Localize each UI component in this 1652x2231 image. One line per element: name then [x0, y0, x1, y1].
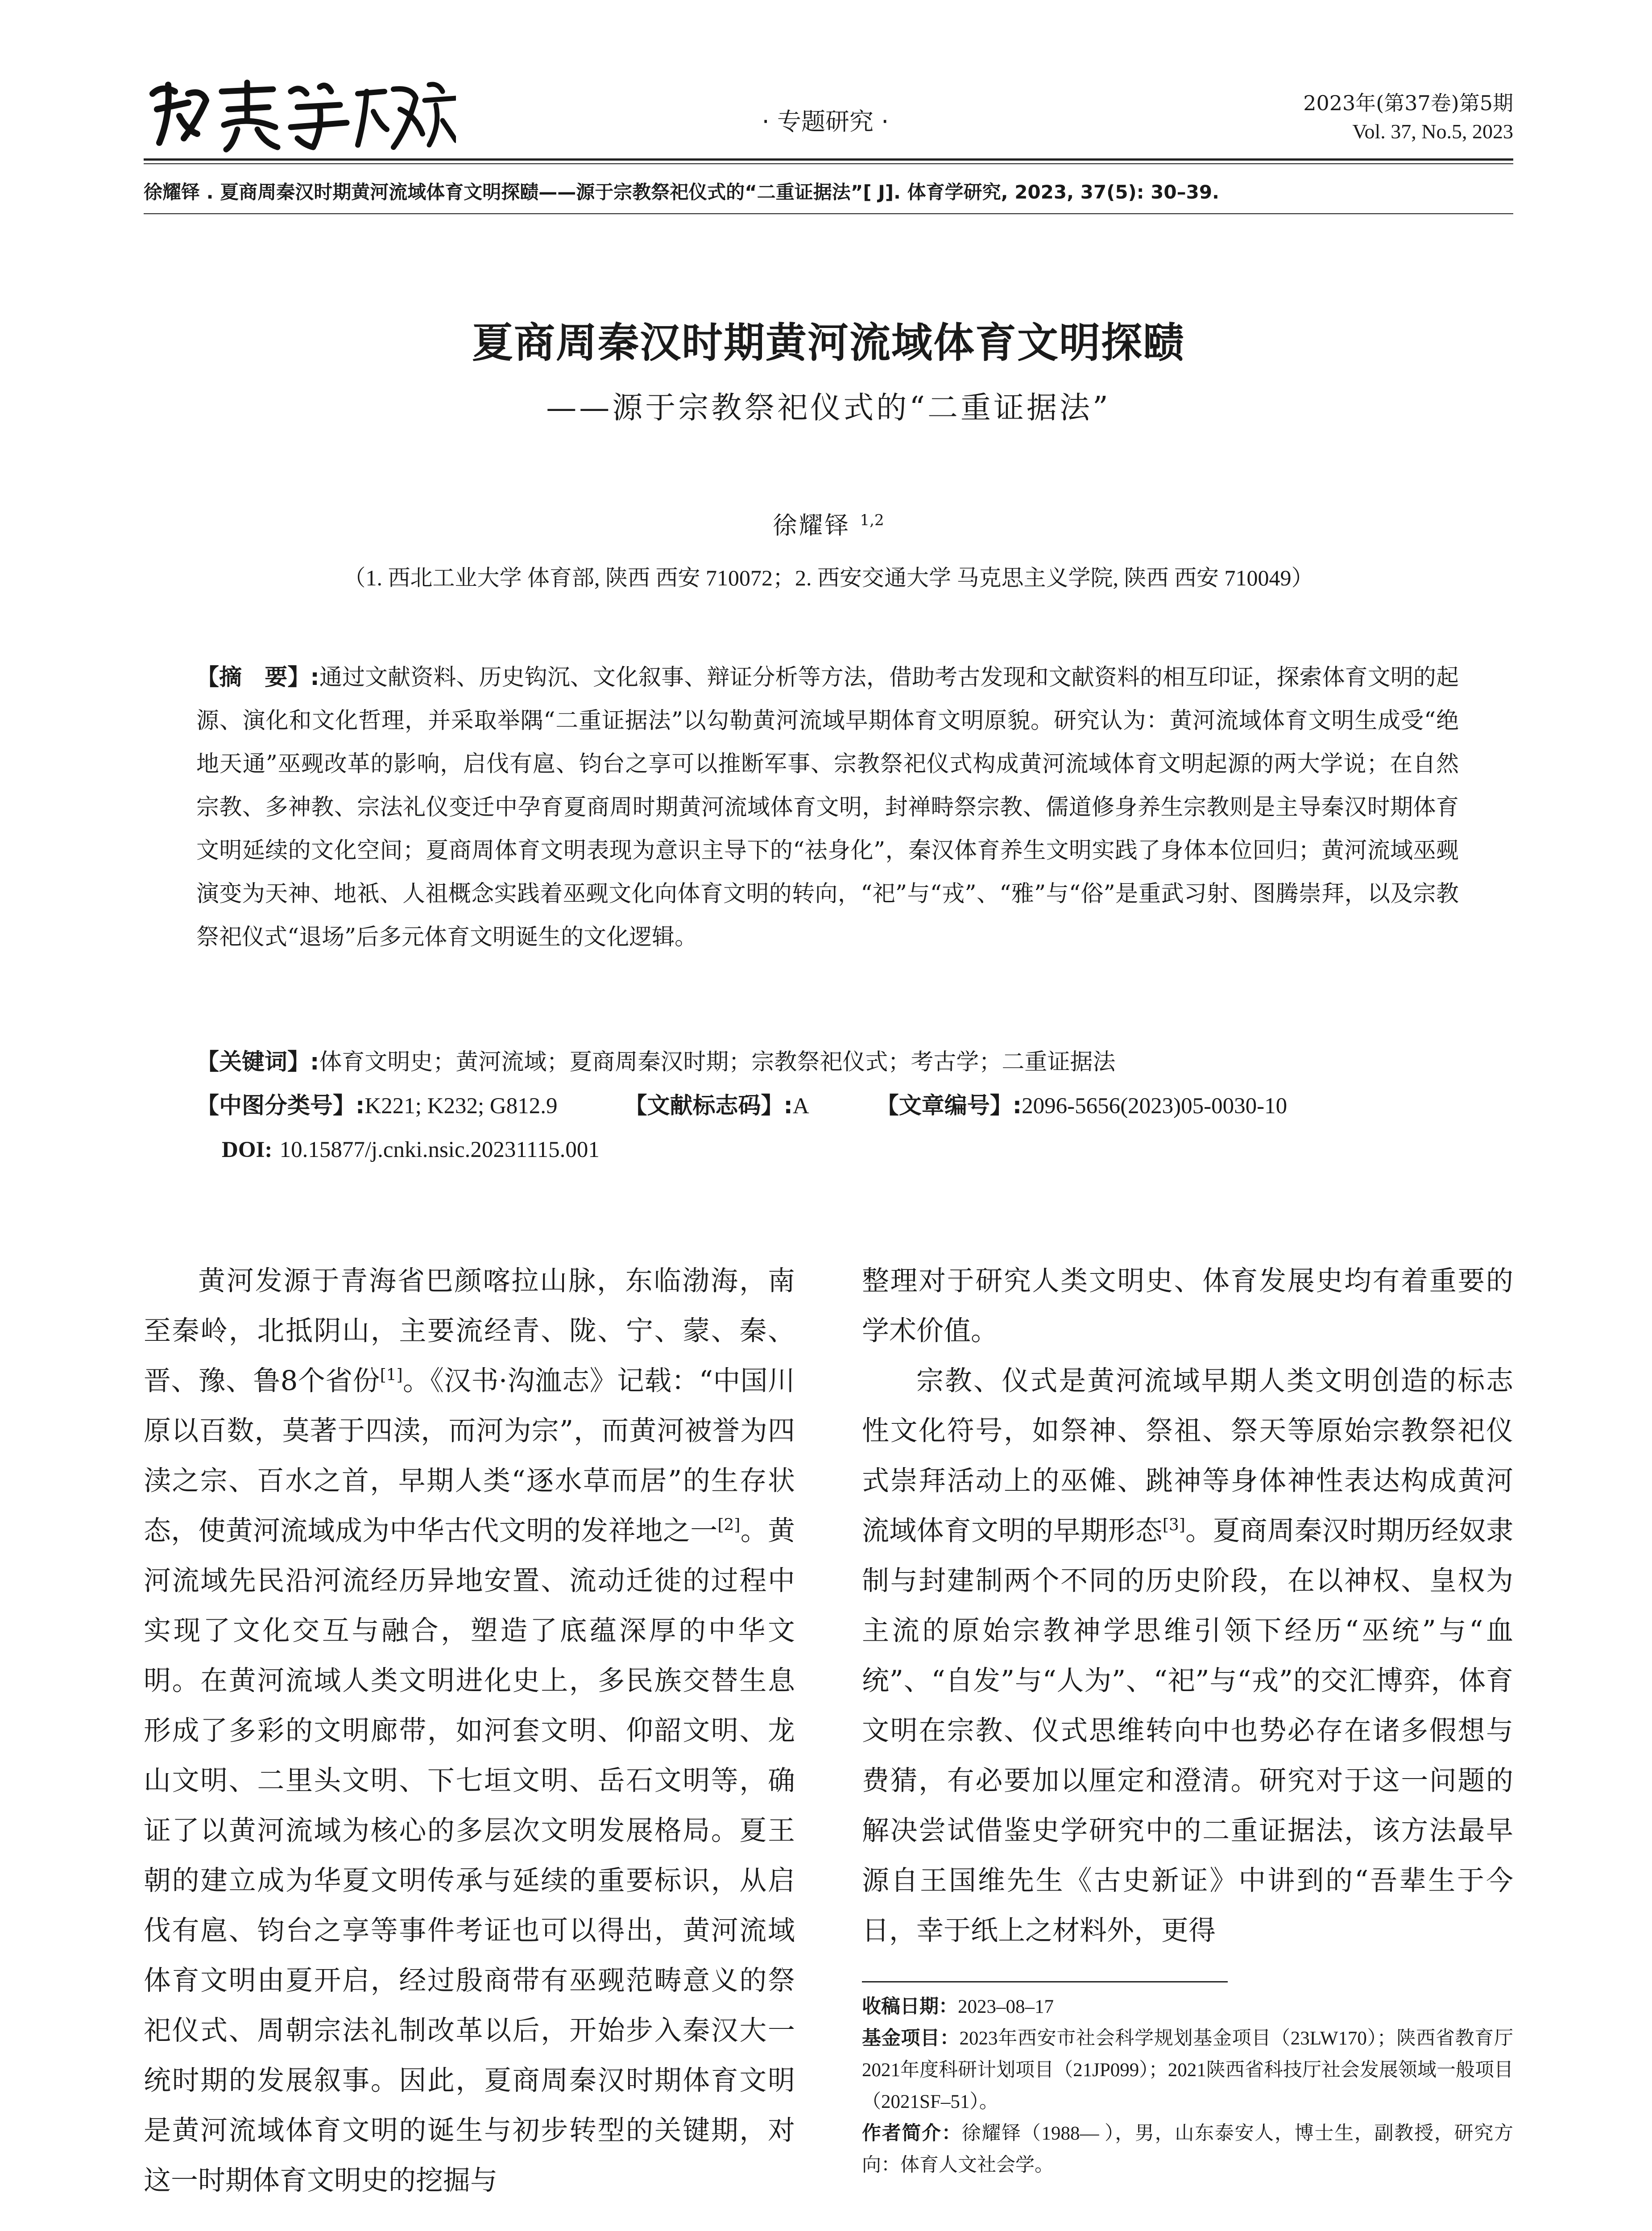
clc-value: K221; K232; G812.9	[364, 1094, 558, 1119]
body-column-left	[144, 1256, 795, 2206]
affiliation: （1. 西北工业大学 体育部, 陕西 西安 710072；2. 西安交通大学 马克思主义学院, 陕西 西安 710049）	[343, 565, 1314, 590]
header-rule-thick	[144, 158, 1513, 161]
header-rule-thin	[144, 163, 1513, 164]
citation-rule	[144, 213, 1513, 214]
body-text: 黄河发源于青海省巴颜喀拉山脉，东临渤海，南至秦岭，北抵阴山，主要流经青、陇、宁、蒙、秦、晋、豫、鲁8个省份	[144, 1265, 795, 1397]
keywords-label: 【关键词】:	[196, 1049, 319, 1075]
citation-line: 徐耀铎 . 夏商周秦汉时期黄河流域体育文明探赜——源于宗教祭祀仪式的“二重证据法”[ J]. 体育学研究, 2023, 37(5): 30–39.	[144, 181, 1220, 203]
issue-info-cn: 2023年(第37卷)第5期	[1303, 91, 1513, 115]
received-label: 收稿日期：	[862, 1995, 958, 2018]
body-text: 。《汉书·沟洫志》记载：“中国川原以百数，莫著于四渎，而河为宗”，而黄河被誉为四渎之宗、百水之首，早期人类“逐水草而居”的生存状态，使黄河流域成为中华古代文明的发祥地之一	[144, 1365, 795, 1547]
author-affiliation-marks: 1,2	[860, 511, 884, 529]
fund-info	[862, 2023, 1513, 2118]
doccode-value: A	[792, 1094, 809, 1119]
body-text: 宗教、仪式是黄河流域早期人类文明创造的标志性文化符号，如祭神、祭祖、祭天等原始宗教祭祀仪式崇拜活动上的巫傩、跳神等身体神性表达构成黄河流域体育文明的早期形态	[862, 1365, 1513, 1547]
reference-mark[interactable]: [1]	[380, 1366, 403, 1385]
issue-info-en: Vol. 37, No.5, 2023	[1352, 120, 1513, 143]
bio-value: 徐耀铎（1988— ），男，山东泰安人，博士生，副教授，研究方向：体育人文社会学。	[862, 2123, 1513, 2176]
doi-line	[222, 1128, 1426, 1172]
received-value: 2023–08–17	[958, 1996, 1054, 2017]
author-bio	[862, 2118, 1513, 2181]
doi-label: DOI:	[222, 1137, 273, 1162]
clc-label: 【中图分类号】:	[196, 1093, 365, 1119]
classification-line	[196, 1084, 1459, 1128]
fund-value: 2023年西安市社会科学规划基金项目（23LW170）；陕西省教育厅2021年度科研计划项目（21JP099）；2021陕西省科技厅社会发展领域一般项目（2021SF–51）。	[862, 2028, 1513, 2112]
body-paragraph	[862, 1356, 1513, 1956]
abstract-label: 【摘 要】:	[196, 664, 319, 691]
doi-value: 10.15877/j.cnki.nsic.20231115.001	[279, 1137, 600, 1162]
abstract-text: 通过文献资料、历史钩沉、文化叙事、辩证分析等方法，借助考古发现和文献资料的相互印证，探索体育文明的起源、演化和文化哲理，并采取举隅“二重证据法”以勾勒黄河流域早期体育文明原貌。研究认为：黄河流域体育文明生成受“绝地天通”巫觋改革的影响，启伐有扈、钧台之享可以推断军事、宗教祭祀仪式构成黄河流域体育文明起源的两大学说；在自然宗教、多神教、宗法礼仪变迁中孕育夏商周时期黄河流域体育文明，封禅畤祭宗教、儒道修身养生宗教则是主导秦汉时期体育文明延续的文化空间；夏商周体育文明表现为意识主导下的“祛身化”，秦汉体育养生文明实践了身体本位回归；黄河流域巫觋演变为天神、地祇、人祖概念实践着巫觋文化向体育文明的转向，“祀”与“戎”、“雅”与“俗”是重武习射、图腾崇拜，以及宗教祭祀仪式“退场”后多元体育文明诞生的文化逻辑。	[196, 664, 1459, 950]
footnote-rule	[862, 1981, 1228, 1982]
keywords-text: 体育文明史；黄河流域；夏商周秦汉时期；宗教祭祀仪式；考古学；二重证据法	[319, 1049, 1116, 1075]
reference-mark[interactable]: [2]	[717, 1516, 741, 1534]
body-paragraph	[862, 1256, 1513, 1356]
fund-label: 基金项目：	[862, 2027, 960, 2049]
bio-label: 作者简介：	[862, 2122, 962, 2144]
articleno-value: 2096-5656(2023)05-0030-10	[1022, 1094, 1288, 1119]
body-text: 。黄河流域先民沿河流经历异地安置、流动迁徙的过程中实现了文化交互与融合，塑造了底蕴深厚的中华文明。在黄河流域人类文明进化史上，多民族交替生息形成了多彩的文明廊带，如河套文明、仰韶文明、龙山文明、二里头文明、下七垣文明、岳石文明等，确证了以黄河流域为核心的多层次文明发展格局。夏王朝的建立成为华夏文明传承与延续的重要标识，从启伐有扈、钧台之享等事件考证也可以得出，黄河流域体育文明由夏开启，经过殷商带有巫觋范畴意义的祭祀仪式、周朝宗法礼制改革以后，开始步入秦汉大一统时期的发展叙事。因此，夏商周秦汉时期体育文明是黄河流域体育文明的诞生与初步转型的关键期，对这一时期体育文明史的挖掘与	[144, 1515, 795, 2196]
body-paragraph	[144, 1256, 795, 2206]
column-label: · 专题研究 ·	[762, 108, 889, 136]
body-text: 整理对于研究人类文明史、体育发展史均有着重要的学术价值。	[862, 1265, 1513, 1347]
article-title: 夏商周秦汉时期黄河流域体育文明探赜	[472, 319, 1185, 367]
keywords	[196, 1041, 1459, 1084]
author-line	[144, 506, 1513, 541]
doccode-label: 【文献标志码】:	[624, 1093, 793, 1119]
footnote	[862, 1991, 1513, 2181]
received-date	[862, 1991, 1513, 2023]
abstract	[196, 656, 1459, 959]
body-column-right	[862, 1256, 1513, 1956]
article-subtitle: ——源于宗教祭祀仪式的“二重证据法”	[546, 390, 1111, 426]
body-text: 。夏商周秦汉时期历经奴隶制与封建制两个不同的历史阶段，在以神权、皇权为主流的原始宗教神学思维引领下经历“巫统”与“血统”、“自发”与“人为”、“祀”与“戎”的交汇博弈，体育文明在宗教、仪式思维转向中也势必存在诸多假想与费猜，有必要加以厘定和澄清。研究对于这一问题的解决尝试借鉴史学研究中的二重证据法，该方法最早源自王国维先生《古史新证》中讲到的“吾辈生于今日，幸于纸上之材料外，更得	[862, 1515, 1513, 1946]
articleno-label: 【文章编号】:	[876, 1093, 1022, 1119]
journal-logo	[144, 67, 456, 156]
reference-mark[interactable]: [3]	[1162, 1516, 1185, 1534]
author-name: 徐耀铎	[773, 511, 851, 539]
